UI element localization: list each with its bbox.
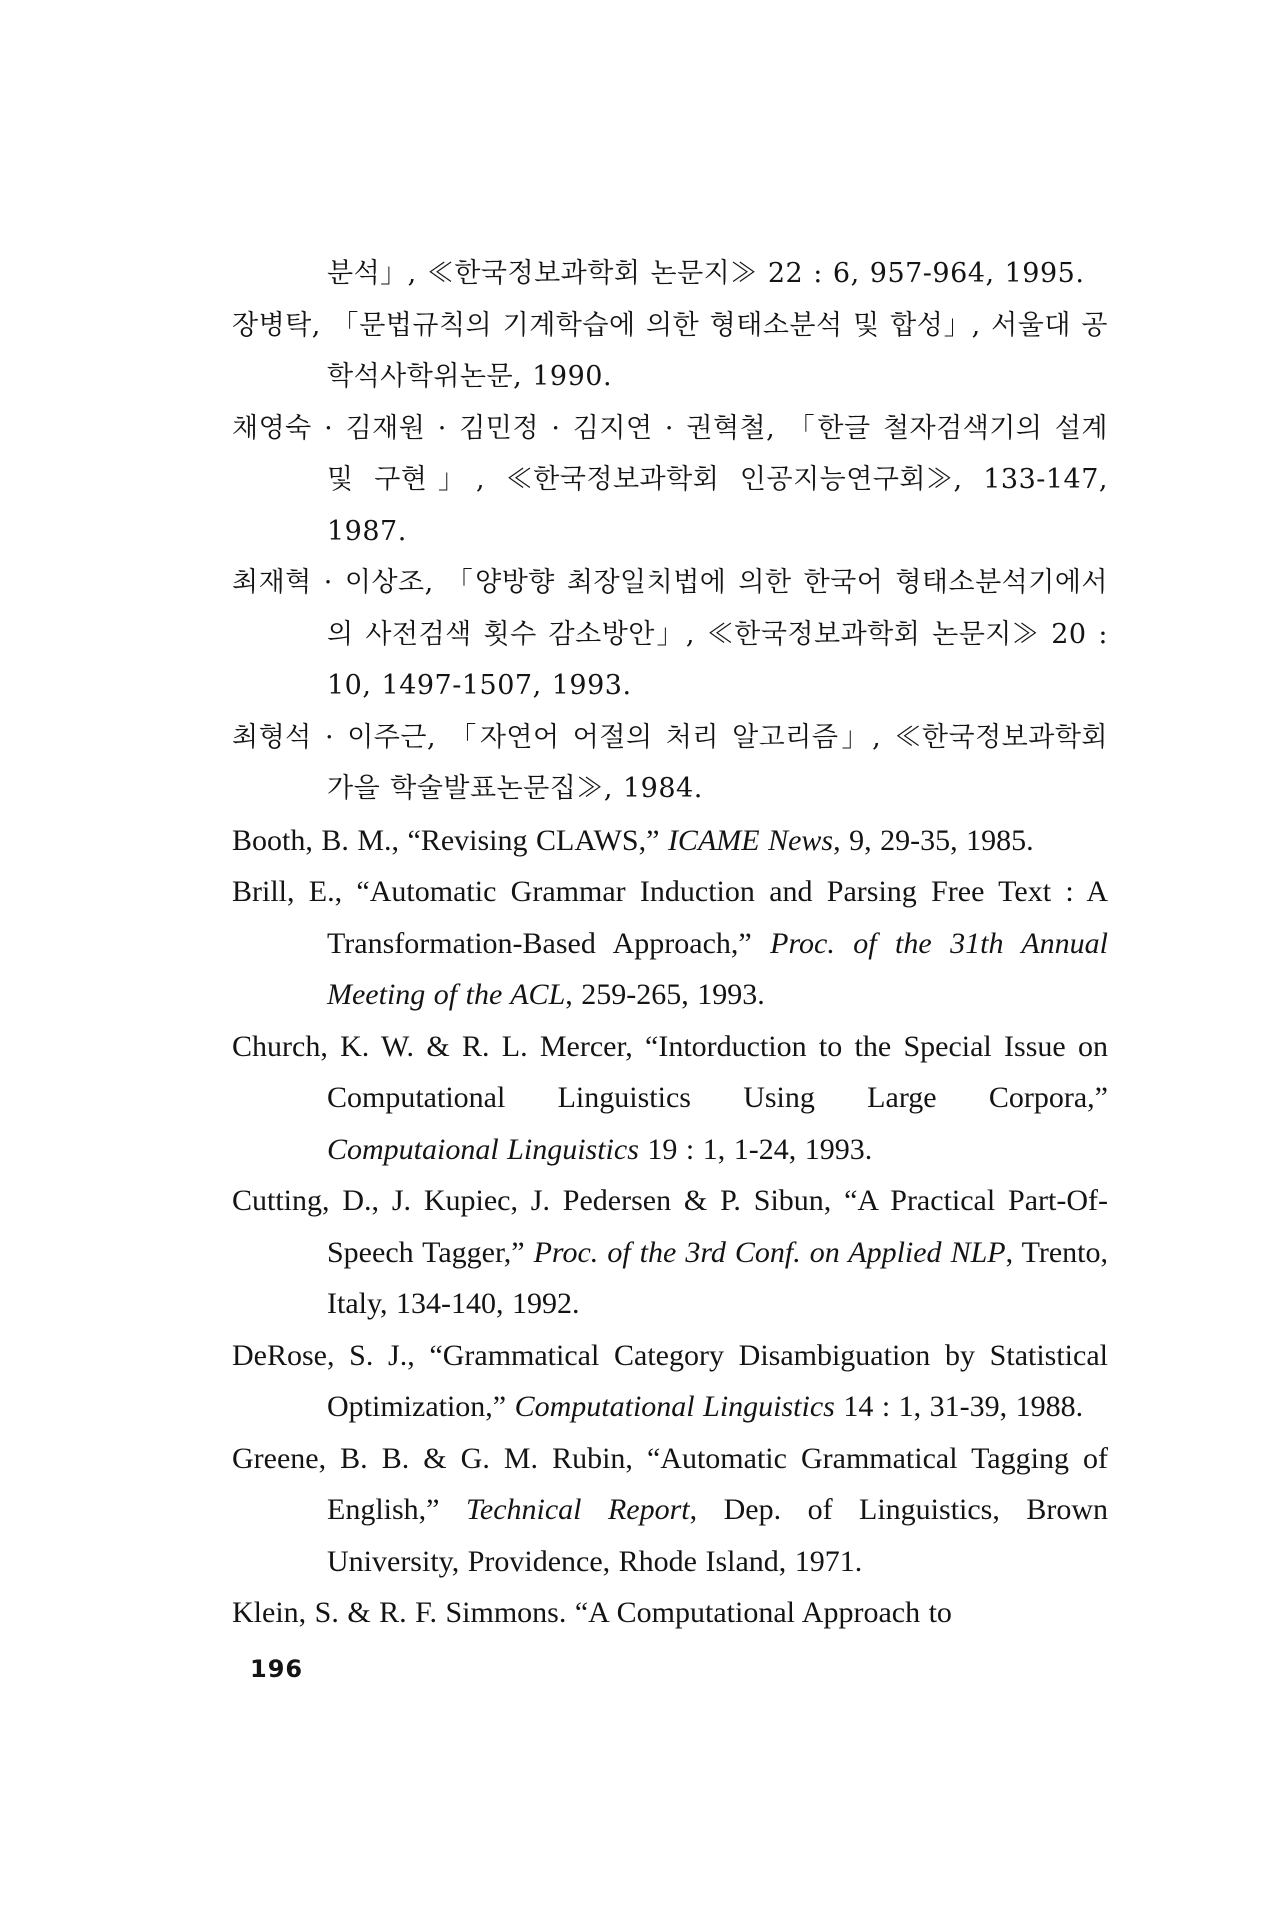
reference-authors-title: Brill, E., “Automatic Grammar Induction and Parsing Free Text : A Transformation-Based Approach,” [232,875,1108,960]
reference-entry [232,1433,1108,1588]
reference-entry-continued: 분석」, ≪한국정보과학회 논문지≫ 22 : 6, 957-964, 1995. [327,258,1085,289]
reference-entry: 장병탁, 「문법규칙의 기계학습에 의한 형태소분석 및 합성」, 서울대 공학석사학위논문, 1990. [232,309,1108,392]
reference-source: ICAME News [667,823,834,857]
reference-authors-title: Klein, S. & R. F. Simmons. “A Computational Approach to [232,1596,952,1629]
reference-authors-title: Church, K. W. & R. L. Mercer, “Intorduction to the Special Issue on Computational Linguistics Using Large Corpora,” [232,1029,1108,1114]
reference-entry: 채영숙 · 김재원 · 김민정 · 김지연 · 권혁철, 「한글 철자검색기의 설계 및 구현」, ≪한국정보과학회 인공지능연구회≫, 133-147, 1987. [232,412,1108,547]
reference-source: Proc. of the 31th Annual Meeting of the ACL [327,926,1108,1011]
reference-entry [232,1330,1108,1433]
reference-entry: 최재혁 · 이상조, 「양방향 최장일치법에 의한 한국어 형태소분석기에서의 사전검색 횟수 감소방안」, ≪한국정보과학회 논문지≫ 20 : 10, 1497-1507, 1993. [232,567,1108,701]
reference-source: Proc. of the 3rd Conf. on Applied NLP [533,1235,1006,1269]
reference-entry [232,1587,1108,1639]
page-number: 196 [250,1655,304,1683]
reference-entry [232,1021,1108,1176]
reference-source: Computaional Linguistics [327,1132,639,1166]
reference-authors-title: Greene, B. B. & G. M. Rubin, “Automatic Grammatical Tagging of English,” [232,1441,1108,1526]
reference-entry [232,815,1108,867]
reference-entry: 최형석 · 이주근, 「자연어 어절의 처리 알고리즘」, ≪한국정보과학회 가을 학술발표논문집≫, 1984. [232,721,1108,804]
reference-authors-title: DeRose, S. J., “Grammatical Category Disambiguation by Statistical Optimization,” [232,1338,1108,1423]
reference-details: 19 : 1, 1-24, 1993. [638,1132,873,1166]
reference-source: Technical Report [465,1493,690,1526]
reference-source: Computational Linguistics [514,1390,835,1423]
reference-details: , 9, 29-35, 1985. [833,823,1034,857]
reference-entry [232,1175,1108,1330]
reference-entry [232,866,1108,1021]
reference-details: , Dep. of Linguistics, Brown University, Providence, Rhode Island, 1971. [327,1493,1108,1578]
reference-authors-title: Booth, B. M., “Revising CLAWS,” [232,823,668,857]
reference-list [232,248,1108,1639]
reference-details: 14 : 1, 31-39, 1988. [834,1390,1084,1423]
reference-details: , 259-265, 1993. [565,978,765,1011]
reference-details: , Trento, Italy, 134-140, 1992. [327,1235,1108,1320]
reference-authors-title: Cutting, D., J. Kupiec, J. Pedersen & P. Sibun, “A Practical Part-Of-Speech Tagger,” [232,1184,1108,1269]
